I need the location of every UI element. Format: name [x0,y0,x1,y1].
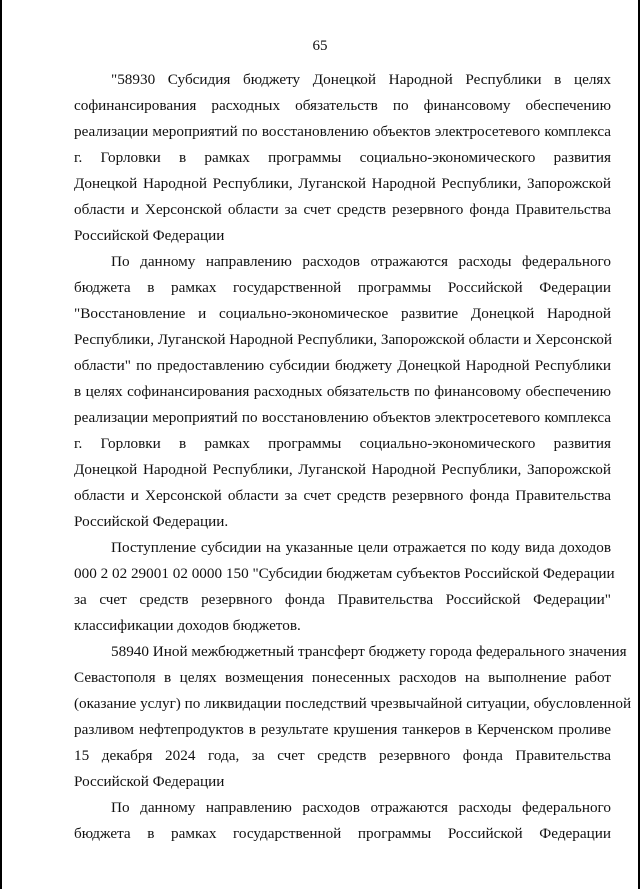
text-line: разливом нефтепродуктов в результате крушения танкеров в Керченском проливе [74,721,611,738]
paragraph [74,795,611,847]
text-line: По данному направлению расходов отражаются расходы федерального [111,799,611,816]
text-line: "Восстановление и социально-экономическое развитие Донецкой Народной [74,305,611,322]
text-line: бюджета в рамках государственной программы Российской Федерации [74,825,611,842]
text-line: Поступление субсидии на указанные цели отражается по коду вида доходов [111,539,611,556]
paragraph [74,535,615,639]
text-line: бюджета в рамках государственной программы Российской Федерации [74,279,611,296]
text-line: г. Горловки в рамках программы социально-экономического развития [74,149,611,166]
text-line: По данному направлению расходов отражаются расходы федерального [111,253,611,270]
text-line: реализации мероприятий по восстановлению объектов электросетевого комплекса [74,409,611,426]
text-line: 15 декабря 2024 года, за счет средств резервного фонда Правительства [74,747,611,764]
text-line: Донецкой Народной Республики, Луганской Народной Республики, Запорожской [74,175,611,192]
text-line: области и Херсонской области за счет средств резервного фонда Правительства [74,201,611,218]
text-line: Российской Федерации [74,227,225,244]
text-line: реализации мероприятий по восстановлению объектов электросетевого комплекса [74,123,611,140]
text-line: "58930 Субсидия бюджету Донецкой Народной Республики в целях [111,71,611,88]
text-line: софинансирования расходных обязательств по финансовому обеспечению [74,97,611,114]
text-line: (оказание услуг) по ликвидации последствий чрезвычайной ситуации, обусловленной [74,695,632,712]
paragraph [74,639,632,795]
text-line: Российской Федерации [74,773,225,790]
text-line: в целях софинансирования расходных обязательств по финансовому обеспечению [74,383,611,400]
text-line: Российской Федерации. [74,513,229,530]
text-line: Севастополя в целях возмещения понесенных расходов на выполнение работ [74,669,611,686]
page-number: 65 [312,38,328,54]
text-line: 000 2 02 29001 02 0000 150 "Субсидии бюджетам субъектов Российской Федерации [74,565,615,582]
paragraph [74,67,611,249]
paragraph [74,249,611,535]
text-line: за счет средств резервного фонда Правительства Российской Федерации" [74,591,611,608]
text-line: 58940 Иной межбюджетный трансферт бюджету города федерального значения [111,643,627,660]
document-body [74,67,632,847]
text-line: Донецкой Народной Республики, Луганской Народной Республики, Запорожской [74,461,611,478]
text-line: области" по предоставлению субсидии бюджету Донецкой Народной Республики [74,357,611,374]
text-line: классификации доходов бюджетов. [74,617,301,634]
text-line: области и Херсонской области за счет средств резервного фонда Правительства [74,487,611,504]
text-line: г. Горловки в рамках программы социально-экономического развития [74,435,611,452]
text-line: Республики, Луганской Народной Республики, Запорожской области и Херсонской [74,331,612,348]
